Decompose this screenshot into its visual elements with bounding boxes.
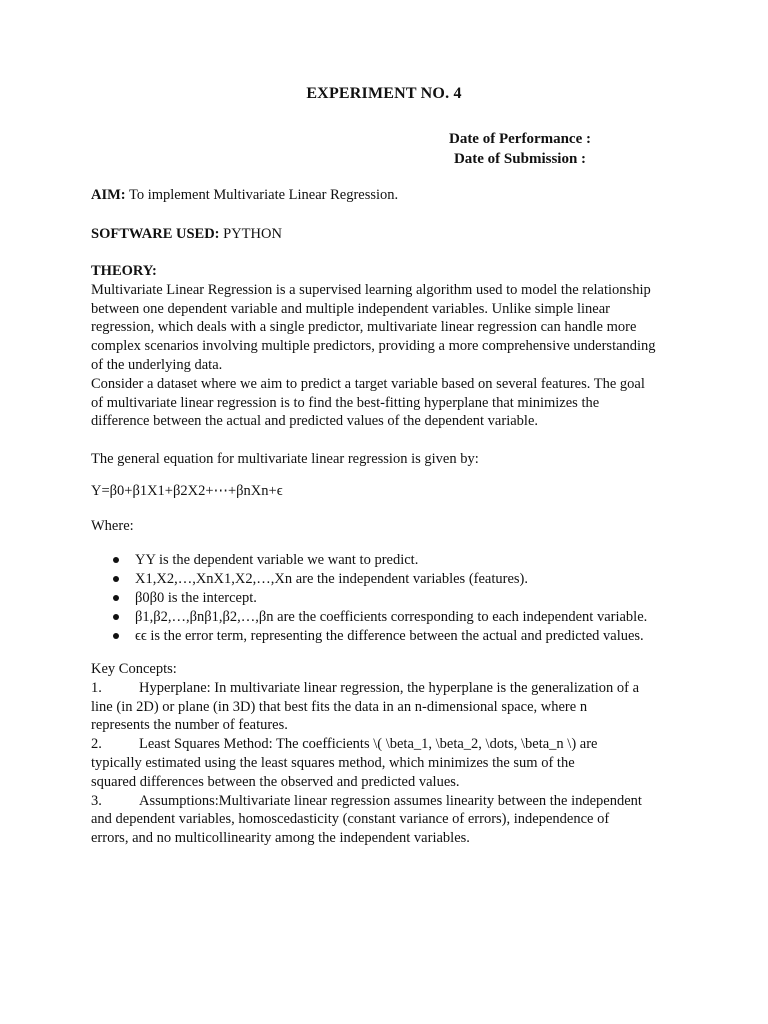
theory-section — [91, 262, 681, 431]
concept-item-line: represents the number of features. — [91, 717, 288, 734]
key-concepts-heading: Key Concepts: — [91, 661, 177, 677]
aim-section — [91, 186, 681, 205]
bullet-icon — [113, 614, 119, 620]
theory-heading: THEORY: — [91, 263, 157, 279]
aim-text: To implement Multivariate Linear Regression. — [125, 187, 399, 203]
bullet-icon — [113, 595, 119, 601]
theory-para1-line: between one dependent variable and multiple independent variables. Unlike simple linear — [91, 300, 610, 317]
date-of-performance-label: Date of Performance : — [448, 131, 591, 147]
concept-item-line — [91, 792, 681, 811]
where-label: Where: — [91, 518, 134, 534]
concept-item-line: errors, and no multicollinearity among the independent variables. — [91, 830, 470, 847]
concept-item-line: typically estimated using the least squares method, which minimizes the sum of the — [91, 754, 575, 771]
software-section — [91, 225, 681, 244]
concept-item-line — [91, 735, 681, 754]
regression-equation: Y=β0+β1X1+β2X2+⋯+βnXn+ϵ — [91, 483, 283, 499]
bullet-icon — [113, 633, 119, 639]
theory-para1-line: regression, which deals with a single predictor, multivariate linear regression can handle more — [91, 319, 637, 336]
theory-para2-line: difference between the actual and predicted values of the dependent variable. — [91, 413, 539, 430]
concept-number: 3. — [91, 792, 102, 809]
theory-para1-line: complex scenarios involving multiple predictors, providing a more comprehensive understanding — [91, 338, 656, 355]
concept-item-line: and dependent variables, homoscedasticity (constant variance of errors), independence of — [91, 811, 610, 828]
concept-item-line: squared differences between the observed and predicted values. — [91, 773, 460, 790]
list-item — [113, 608, 647, 627]
equation-intro: The general equation for multivariate linear regression is given by: — [91, 451, 479, 467]
software-label: SOFTWARE USED: — [91, 226, 220, 242]
software-text: PYTHON — [219, 226, 282, 242]
list-item — [113, 570, 647, 589]
concept-text: Assumptions:Multivariate linear regression assumes linearity between the independent — [139, 792, 642, 809]
theory-para2-line: of multivariate linear regression is to find the best-fitting hyperplane that minimizes the — [91, 394, 600, 411]
dates-block — [420, 129, 620, 169]
concept-number: 1. — [91, 679, 102, 696]
concept-text: Least Squares Method: The coefficients \( \beta_1, \beta_2, \dots, \beta_n \) are — [139, 736, 598, 753]
concept-item-line: line (in 2D) or plane (in 3D) that best fits the data in an n-dimensional space, where n — [91, 698, 588, 715]
list-item — [113, 589, 647, 608]
aim-label: AIM: — [91, 187, 126, 203]
theory-para1-line: Multivariate Linear Regression is a supervised learning algorithm used to model the relationship — [91, 281, 651, 298]
list-item-text: β1,β2,…,βnβ1,β2,…,βn are the coefficients corresponding to each independent variable. — [135, 609, 648, 625]
theory-para2-line: Consider a dataset where we aim to predict a target variable based on several features. The goal — [91, 375, 645, 392]
concept-text: Hyperplane: In multivariate linear regression, the hyperplane is the generalization of a — [139, 679, 640, 696]
list-item-text: β0β0 is the intercept. — [135, 590, 257, 606]
variable-definitions-list — [113, 551, 647, 646]
list-item — [113, 551, 647, 570]
list-item-text: YY is the dependent variable we want to predict. — [135, 552, 419, 568]
key-concepts-section — [91, 660, 681, 848]
date-of-submission-label: Date of Submission : — [453, 151, 587, 167]
theory-para1-line: of the underlying data. — [91, 356, 223, 373]
list-item-text: ϵϵ is the error term, representing the difference between the actual and predicted values. — [135, 628, 644, 644]
concept-number: 2. — [91, 736, 102, 753]
list-item — [113, 627, 647, 646]
bullet-icon — [113, 557, 119, 563]
concept-item-line — [91, 679, 681, 698]
page-title: EXPERIMENT NO. 4 — [306, 85, 462, 102]
bullet-icon — [113, 576, 119, 582]
list-item-text: X1,X2,…,XnX1,X2,…,Xn are the independent variables (features). — [135, 571, 528, 587]
